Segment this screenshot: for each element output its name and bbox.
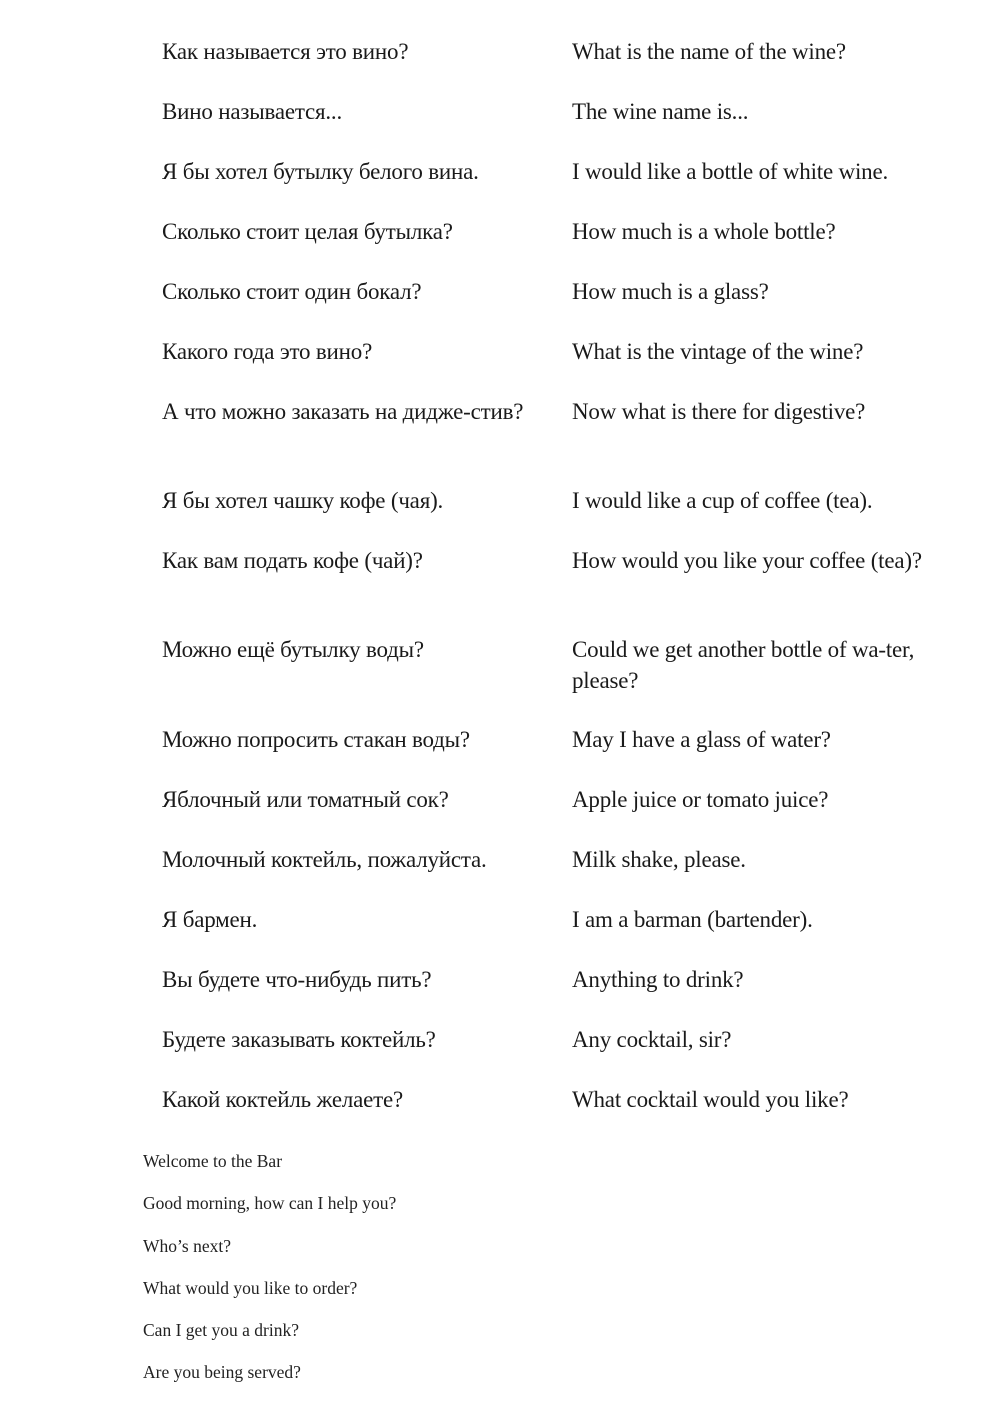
russian-phrase: Я бармен. bbox=[162, 907, 258, 932]
english-translation: How much is a whole bottle? bbox=[572, 219, 836, 244]
table-row bbox=[162, 96, 962, 156]
english-translation: What is the name of the wine? bbox=[572, 39, 846, 64]
table-row bbox=[162, 396, 962, 485]
russian-phrase: Какого года это вино? bbox=[162, 339, 373, 364]
table-row bbox=[162, 485, 962, 545]
russian-phrase: Будете заказывать коктейль? bbox=[162, 1027, 436, 1052]
english-translation: Any cocktail, sir? bbox=[572, 1027, 732, 1052]
russian-phrase: Я бы хотел чашку кофе (чая). bbox=[162, 488, 444, 513]
english-translation: Now what is there for digestive? bbox=[572, 399, 866, 424]
english-translation: I am a barman (bartender). bbox=[572, 907, 813, 932]
table-row bbox=[162, 36, 962, 96]
table-row bbox=[162, 1084, 962, 1144]
list-item: Are you being served? bbox=[143, 1362, 301, 1383]
english-translation: How much is a glass? bbox=[572, 279, 769, 304]
table-row bbox=[162, 1024, 962, 1084]
russian-phrase: Яблочный или томатный сок? bbox=[162, 787, 449, 812]
russian-phrase: Сколько стоит один бокал? bbox=[162, 279, 422, 304]
english-translation: Milk shake, please. bbox=[572, 847, 746, 872]
list-item: Welcome to the Bar bbox=[143, 1151, 283, 1171]
english-translation: The wine name is... bbox=[572, 99, 749, 124]
russian-phrase: Можно ещё бутылку воды? bbox=[162, 637, 424, 662]
english-translation: Anything to drink? bbox=[572, 967, 744, 992]
russian-phrase: Вино называется... bbox=[162, 99, 343, 124]
table-row bbox=[162, 156, 962, 216]
russian-phrase: Как называется это вино? bbox=[162, 39, 409, 64]
english-translation: May I have a glass of water? bbox=[572, 727, 831, 752]
phrase-list bbox=[143, 1150, 396, 1404]
russian-phrase: Я бы хотел бутылку белого вина. bbox=[162, 159, 479, 184]
english-translation: How would you like your coffee (tea)? bbox=[572, 548, 922, 573]
table-row bbox=[162, 964, 962, 1024]
russian-phrase: А что можно заказать на дидже-стив? bbox=[162, 399, 524, 424]
english-translation: Could we get another bottle of wa-ter, please? bbox=[572, 637, 915, 693]
russian-phrase: Какой коктейль желаете? bbox=[162, 1087, 404, 1112]
table-row bbox=[162, 904, 962, 964]
russian-phrase: Сколько стоит целая бутылка? bbox=[162, 219, 453, 244]
list-item: What would you like to order? bbox=[143, 1277, 358, 1298]
russian-phrase: Вы будете что-нибудь пить? bbox=[162, 967, 432, 992]
table-row bbox=[162, 634, 962, 724]
list-item: Can I get you a drink? bbox=[143, 1320, 299, 1341]
english-translation: Apple juice or tomato juice? bbox=[572, 787, 829, 812]
english-translation: I would like a cup of coffee (tea). bbox=[572, 488, 873, 513]
table-row bbox=[162, 784, 962, 844]
russian-phrase: Как вам подать кофе (чай)? bbox=[162, 548, 423, 573]
english-translation: I would like a bottle of white wine. bbox=[572, 159, 889, 184]
table-row bbox=[162, 336, 962, 396]
table-row bbox=[162, 724, 962, 784]
table-row bbox=[162, 216, 962, 276]
table-row bbox=[162, 276, 962, 336]
table-row bbox=[162, 844, 962, 904]
table-row bbox=[162, 545, 962, 634]
list-item: Good morning, how can I help you? bbox=[143, 1193, 397, 1214]
list-item: Who’s next? bbox=[143, 1235, 231, 1256]
russian-phrase: Молочный коктейль, пожалуйста. bbox=[162, 847, 487, 872]
phrase-table bbox=[162, 36, 962, 1144]
russian-phrase: Можно попросить стакан воды? bbox=[162, 727, 470, 752]
english-translation: What is the vintage of the wine? bbox=[572, 339, 864, 364]
english-translation: What cocktail would you like? bbox=[572, 1087, 849, 1112]
